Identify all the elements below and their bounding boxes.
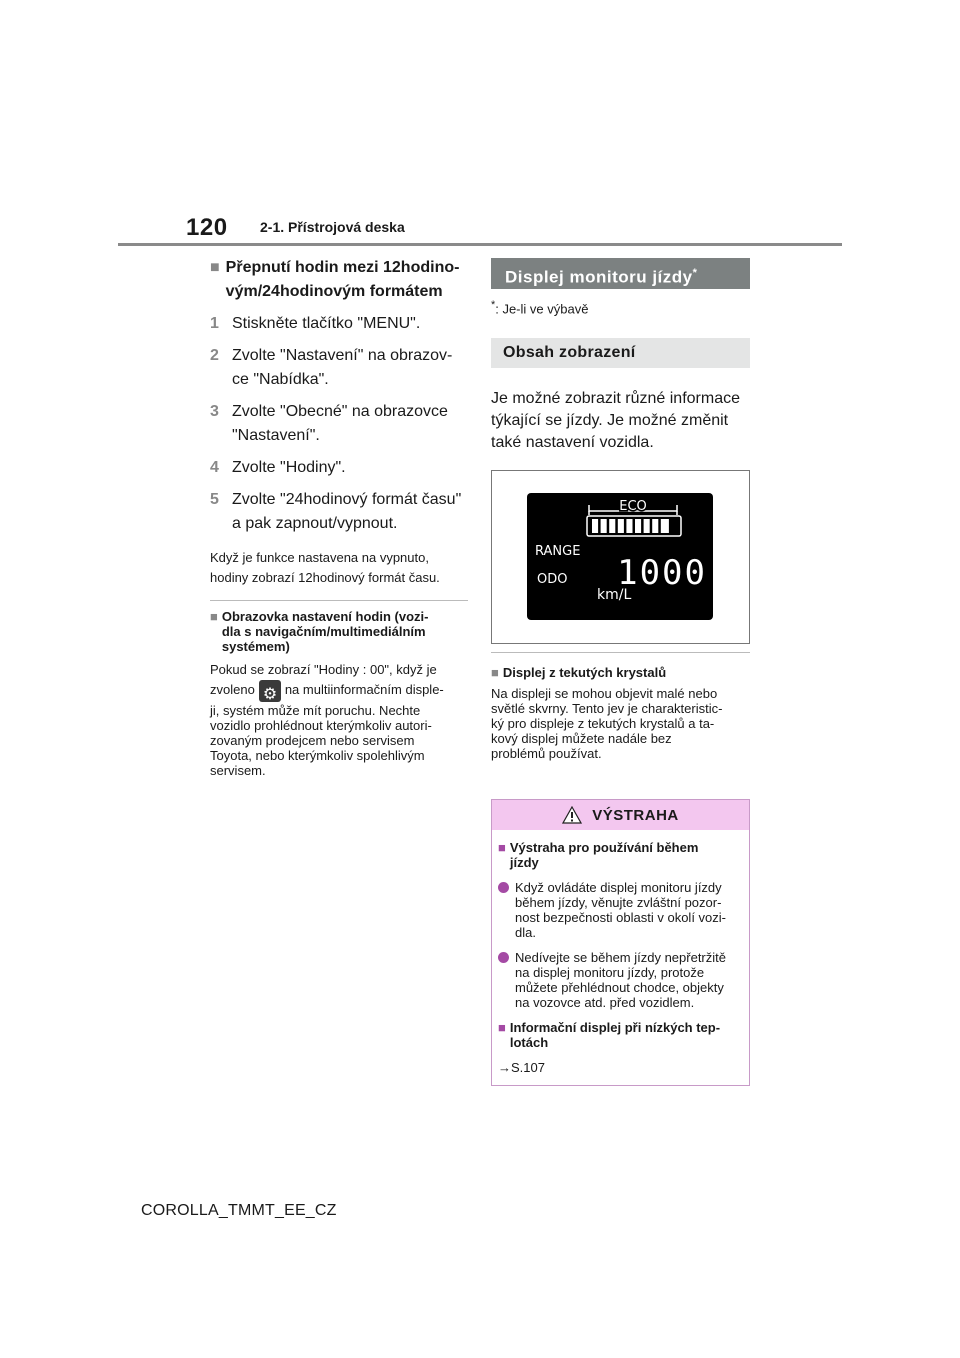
eco-segment [644, 519, 650, 533]
eco-segment [618, 519, 624, 533]
square-bullet-icon: ■ [491, 665, 499, 681]
step-number: 5 [210, 491, 219, 508]
step-text: "Nastavení". [232, 427, 320, 444]
clock-screen-text: Pokud se zobrazí "Hodiny : 00", když je zvoleno⚙ na multiinformačním disple- ji, systém může mít poruchu. Nechte vozidlo prohlédnout kterýmkoliv autori- zovaným prodejcem nebo servisem Toyota, nebo kterýmkoliv spolehlivým servisem. [210, 662, 468, 778]
eco-segment [661, 519, 669, 533]
warning-item: Když ovládáte displej monitoru jízdy během jízdy, věnujte zvláštní pozor- nost bezpečnosti oblasti v okolí vozi- dla. [498, 880, 741, 940]
warning-heading-driving: ■ Výstraha pro používání během jízdy [498, 840, 699, 871]
section-title: 2-1. Přístrojová deska [260, 219, 405, 235]
eco-segment [626, 519, 632, 533]
drive-monitor-title: Displej monitoru jízdy* [491, 258, 750, 289]
square-bullet-icon: ■ [210, 609, 218, 624]
heading-line-2: vým/24hodinovým formátem [225, 283, 443, 300]
warning-header [492, 800, 749, 830]
eco-segment [609, 519, 615, 533]
divider [491, 652, 750, 653]
step-4 [210, 456, 468, 480]
eco-segment [592, 519, 598, 533]
step-5 [210, 488, 468, 536]
eco-label: ECO [619, 499, 647, 515]
display-contents-title: Obsah zobrazení [491, 338, 750, 368]
unit-label: km/L [597, 587, 632, 604]
eco-segment [669, 519, 677, 533]
availability-footnote: *: Je-li ve výbavě [491, 299, 589, 317]
bullet-dot-icon [498, 952, 509, 963]
step-note: Když je funkce nastavena na vypnuto, hodiny zobrazí 12hodinový formát času. [210, 550, 440, 585]
step-text: Zvolte "Nastavení" na obrazov- [232, 347, 453, 364]
clock-screen-heading: ■ Obrazovka nastavení hodin (vozi- dla s navigačním/multimediálním systémem) [210, 609, 429, 654]
step-number: 1 [210, 315, 219, 332]
eco-segment [635, 519, 641, 533]
warning-title: VÝSTRAHA [592, 806, 679, 824]
lcd-heading: ■ Displej z tekutých krystalů [491, 665, 667, 681]
square-bullet-icon: ■ [210, 259, 220, 276]
warning-item: Nedívejte se během jízdy nepřetržitě na displej monitoru jízdy, protože můžete přehlédnout chodce, objekty na vozovce atd. před vozidlem. [498, 950, 741, 1010]
step-number: 2 [210, 347, 219, 364]
heading-line-1: Přepnutí hodin mezi 12hodino- [225, 259, 460, 276]
page-number: 120 [186, 214, 228, 241]
range-label: RANGE [535, 544, 581, 560]
step-text: Zvolte "24hodinový formát času" [232, 491, 462, 508]
step-2 [210, 344, 468, 392]
square-bullet-icon: ■ [498, 840, 506, 856]
step-text: Zvolte "Hodiny". [232, 459, 346, 476]
odo-label: ODO [537, 572, 568, 588]
screen-graphic [527, 493, 713, 620]
left-column [210, 256, 468, 778]
page-reference-link[interactable]: →S.107 [498, 1060, 545, 1076]
drive-monitor-screen [527, 493, 713, 620]
arrow-right-icon: → [498, 1060, 511, 1076]
document-code: COROLLA_TMMT_EE_CZ [141, 1202, 337, 1219]
step-number: 3 [210, 403, 219, 420]
warning-heading-cold: ■ Informační displej při nízkých tep- lotách [498, 1020, 721, 1051]
step-1 [210, 312, 468, 336]
eco-level-bars [587, 516, 681, 536]
step-3 [210, 400, 468, 448]
warning-triangle-icon [562, 806, 582, 824]
display-intro: Je možné zobrazit různé informace týkající se jízdy. Je možné změnit také nastavení vozidla. [491, 390, 740, 452]
square-bullet-icon: ■ [498, 1020, 506, 1036]
clock-format-heading [210, 256, 468, 304]
step-text: a pak zapnout/vypnout. [232, 515, 398, 532]
step-number: 4 [210, 459, 219, 476]
drive-monitor-figure [491, 470, 750, 644]
step-text: Zvolte "Obecné" na obrazovce [232, 403, 448, 420]
eco-segment [601, 519, 607, 533]
settings-gear-icon [259, 680, 281, 702]
divider [210, 600, 468, 601]
step-text: Stiskněte tlačítko "MENU". [232, 315, 421, 332]
right-column [491, 258, 750, 1086]
lcd-text: Na displeji se mohou objevit malé nebo světlé skvrny. Tento jev je charakteristic- ký pro displeje z tekutých krystalů a ta- kový displej můžete nadále bez problémů používat. [491, 686, 723, 762]
step-text: ce "Nabídka". [232, 371, 329, 388]
bullet-dot-icon [498, 882, 509, 893]
warning-box [491, 799, 750, 1086]
header-rule [118, 243, 842, 246]
eco-segment [652, 519, 658, 533]
odometer-value: 1000 [617, 553, 707, 594]
